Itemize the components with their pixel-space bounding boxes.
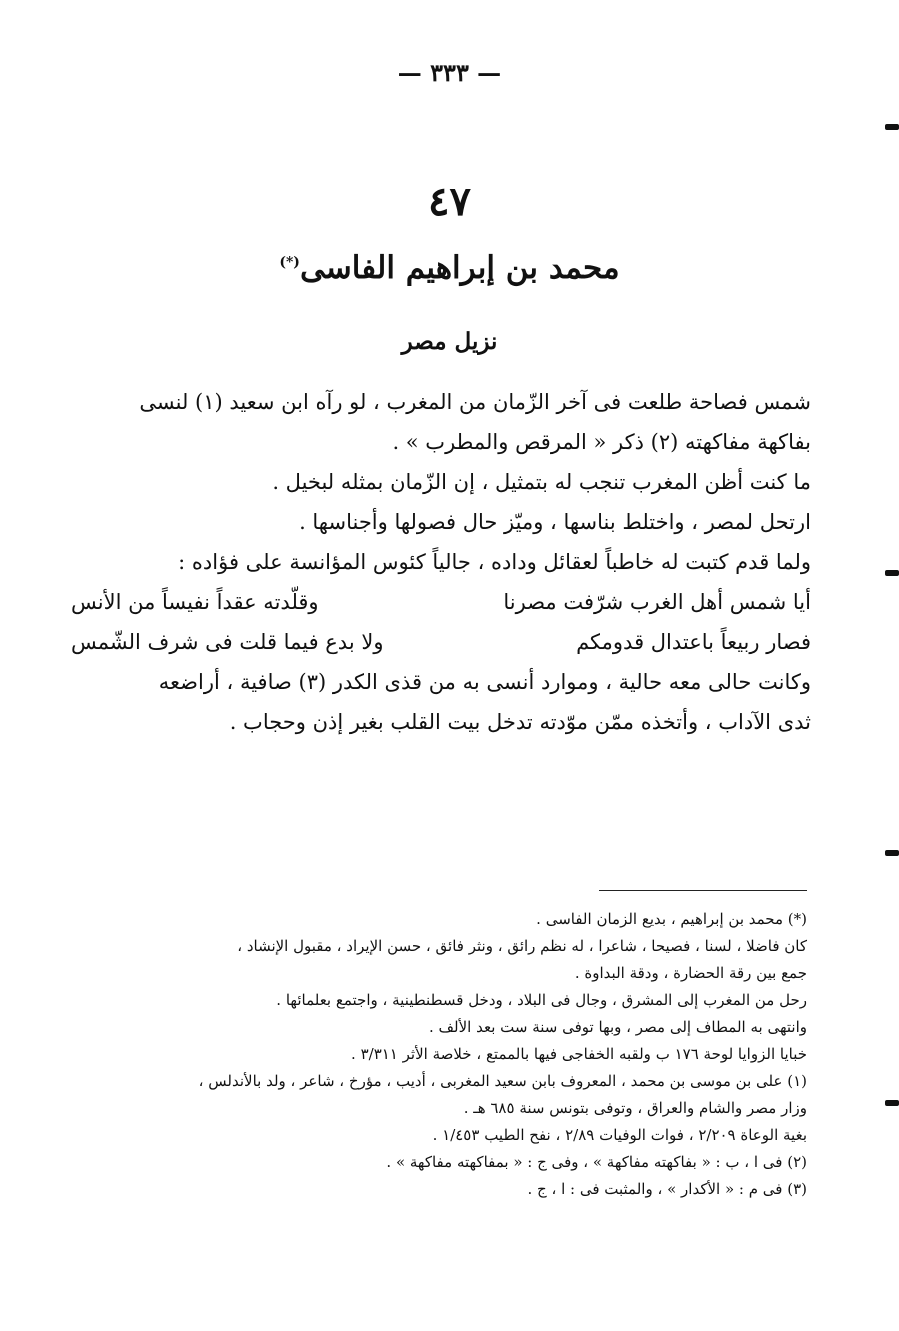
entry-title-text: محمد بن إبراهيم الفاسى [299,250,620,286]
page-number: — ٣٣٣ — [397,58,502,87]
footnote-line: رحل من المغرب إلى المشرق ، وجال فى البلاد ، ودخل قسطنطينية ، واجتمع بعلمائها . [276,991,807,1009]
entry-number: ٤٧ [428,178,471,225]
body-line: وكانت حالى معه حالية ، وموارد أنسى به من قذى الكدر (٣) صافية ، أراضعه [158,670,811,694]
poem-verse [71,582,811,622]
footnote-divider [599,890,807,891]
margin-mark [885,1100,899,1106]
footnote-line: بغية الوعاة ٢/٢٠٩ ، فوات الوفيات ٢/٨٩ ، نفح الطيب ١/٤٥٣ . [432,1126,807,1144]
verse-first-hemistich: أيا شمس أهل الغرب شرّفت مصرنا [503,590,811,614]
footnote-line: وزار مصر والشام والعراق ، وتوفى بتونس سنة ٦٨٥ هـ . [463,1099,807,1117]
verse-second-hemistich: ولا بدع فيما قلت فى شرف الشّمس [71,630,384,654]
entry-title [0,250,899,286]
footnotes [77,906,807,1203]
body-line: بفاكهة مفاكهته (٢) ذكر « المرقص والمطرب » . [392,430,811,454]
body-line: ارتحل لمصر ، واختلط بناسها ، وميّز حال فصولها وأجناسها . [299,510,811,534]
footnote-line: وانتهى به المطاف إلى مصر ، وبها توفى سنة ست بعد الألف . [428,1018,807,1036]
margin-mark [885,850,899,856]
footnote-line: (١) على بن موسى بن محمد ، المعروف بابن سعيد المغربى ، أديب ، مؤرخ ، شاعر ، ولد بالأندلس ، [198,1072,807,1090]
entry-title-note-mark: (*) [279,254,300,271]
main-text [71,382,811,742]
verse-second-hemistich: وقلّدته عقداً نفيساً من الأنس [71,590,319,614]
footnote-line: (*) محمد بن إبراهيم ، بديع الزمان الفاسى . [536,910,807,928]
footnote-line: جمع بين رقة الحضارة ، ودقة البداوة . [574,964,807,982]
poem-verse [71,622,811,662]
body-line: ما كنت أظن المغرب تنجب له بتمثيل ، إن الزّمان بمثله لبخيل . [272,470,811,494]
footnote-line: (٣) فى م : « الأكدار » ، والمثبت فى : ا ، ج . [527,1180,807,1198]
footnote-line: (٢) فى ا ، ب : « بفاكهته مفاكهة » ، وفى ج : « بمفاكهته مفاكهة » . [386,1153,807,1171]
body-line: شمس فصاحة طلعت فى آخر الزّمان من المغرب ، لو رآه ابن سعيد (١) لنسى [139,390,811,414]
entry-subtitle: نزيل مصر [401,328,498,355]
body-line: ولما قدم كتبت له خاطباً لعقائل وداده ، جالياً كئوس المؤانسة على فؤاده : [178,550,811,574]
footnote-line: خبايا الزوايا لوحة ١٧٦ ب ولقبه الخفاجى فيها بالممتع ، خلاصة الأثر ٣/٣١١ . [351,1045,807,1063]
margin-mark [885,124,899,130]
margin-mark [885,570,899,576]
body-line: ثدى الآداب ، وأتخذه ممّن موّدته تدخل بيت القلب بغير إذن وحجاب . [229,710,811,734]
footnote-line: كان فاضلا ، لسنا ، فصيحا ، شاعرا ، له نظم رائق ، ونثر فائق ، حسن الإيراد ، مقبول الإنشاد ، [237,937,807,955]
verse-first-hemistich: فصار ربيعاً باعتدال قدومكم [576,630,811,654]
